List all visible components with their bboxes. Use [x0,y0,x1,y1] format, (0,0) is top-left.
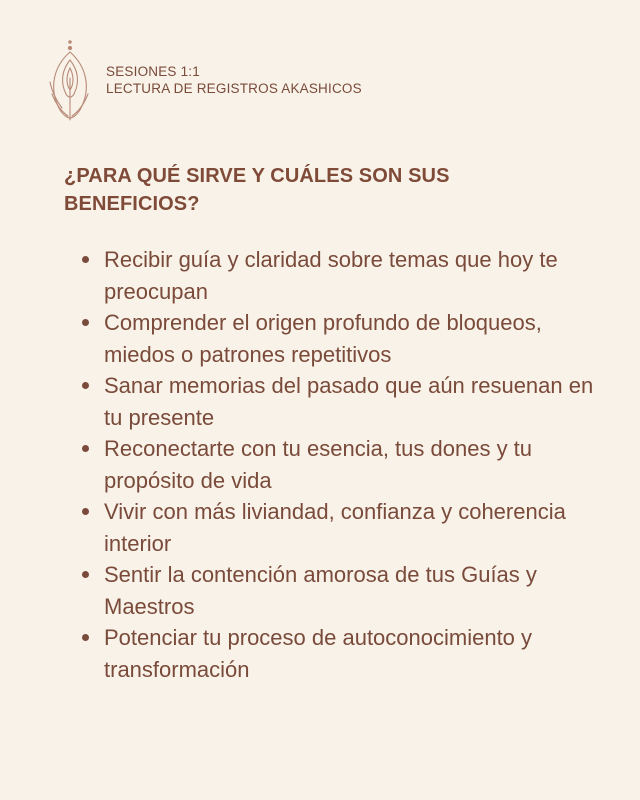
benefit-text: Comprender el origen profundo de bloqueos, miedos o patrones repetitivos [104,310,542,367]
list-item [78,622,598,685]
benefit-text: Potenciar tu proceso de autoconocimiento y transformación [104,625,533,682]
benefit-text: Vivir con más liviandad, confianza y coherencia interior [104,499,566,556]
bullet-icon [82,508,89,515]
list-item [78,496,598,559]
feather-flame-icon [44,38,96,122]
bullet-icon [82,571,89,578]
list-item [78,559,598,622]
list-item [78,370,598,433]
bullet-icon [82,382,89,389]
list-item [78,244,598,307]
benefit-text: Recibir guía y claridad sobre temas que hoy te preocupan [104,247,558,304]
benefits-list [78,244,598,685]
bullet-icon [82,634,89,641]
bullet-icon [82,319,89,326]
benefit-text: Sentir la contención amorosa de tus Guías y Maestros [104,562,537,619]
bullet-icon [82,256,89,263]
list-item [78,307,598,370]
benefit-text: Reconectarte con tu esencia, tus dones y tu propósito de vida [104,436,533,493]
header [44,38,362,122]
session-title: LECTURA DE REGISTROS AKASHICOS [106,81,362,96]
benefit-text: Sanar memorias del pasado que aún resuenan en tu presente [104,373,594,430]
page-title: ¿PARA QUÉ SIRVE Y CUÁLES SON SUS BENEFICIOS? [64,165,450,215]
list-item [78,433,598,496]
session-label: SESIONES 1:1 [106,64,200,79]
bullet-icon [82,445,89,452]
header-text [106,63,362,97]
